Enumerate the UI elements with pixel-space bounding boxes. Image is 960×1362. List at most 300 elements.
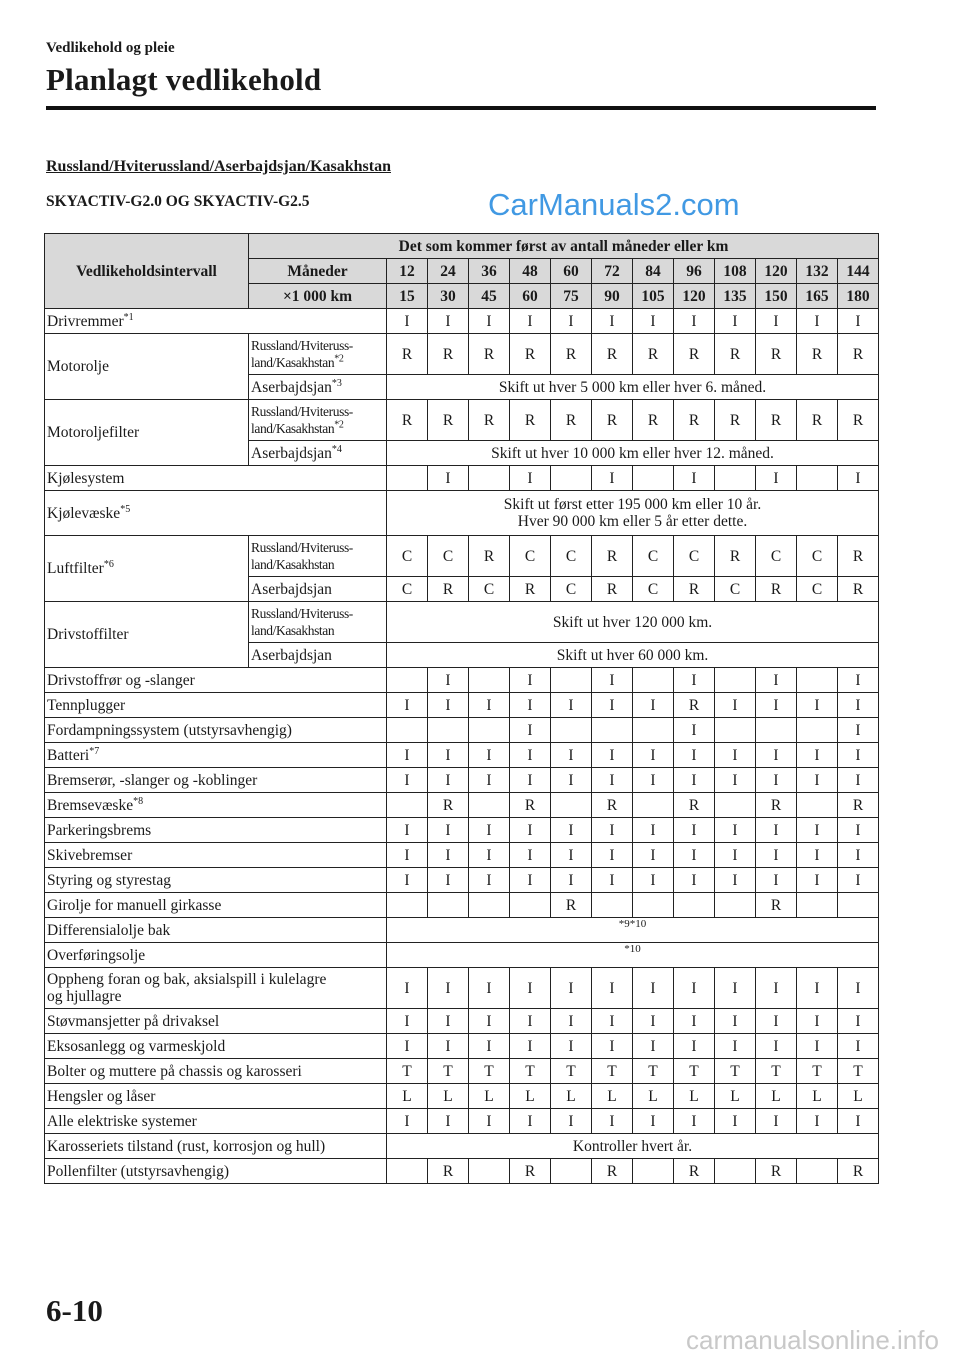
schedule-cell: I <box>387 818 428 843</box>
schedule-cell <box>715 466 756 491</box>
schedule-cell: I <box>674 466 715 491</box>
schedule-cell: L <box>674 1084 715 1109</box>
schedule-cell: L <box>797 1084 838 1109</box>
schedule-cell: T <box>592 1059 633 1084</box>
schedule-cell <box>469 793 510 818</box>
schedule-cell: I <box>428 743 469 768</box>
schedule-cell: R <box>428 400 469 441</box>
schedule-cell: I <box>428 968 469 1009</box>
schedule-cell: R <box>469 536 510 577</box>
footnote-ref: *2 <box>334 419 344 431</box>
row-label <box>45 309 387 334</box>
schedule-cell: C <box>674 536 715 577</box>
schedule-cell: I <box>510 718 551 743</box>
schedule-cell <box>633 668 674 693</box>
row-label-text: Motoroljefilter <box>47 424 140 441</box>
schedule-cell: R <box>715 536 756 577</box>
schedule-cell: I <box>592 818 633 843</box>
schedule-cell: I <box>510 309 551 334</box>
schedule-cell <box>674 893 715 918</box>
schedule-cell: R <box>838 334 879 375</box>
sub-label-line: land/Kasakhstan <box>251 355 335 370</box>
schedule-cell: L <box>592 1084 633 1109</box>
row-label <box>45 843 387 868</box>
row-label <box>45 818 387 843</box>
schedule-cell: I <box>428 818 469 843</box>
schedule-cell: I <box>797 743 838 768</box>
schedule-cell: I <box>756 868 797 893</box>
schedule-cell: L <box>715 1084 756 1109</box>
table-row <box>45 491 879 536</box>
schedule-cell: I <box>674 743 715 768</box>
schedule-cell: I <box>428 768 469 793</box>
month-cell: 72 <box>592 259 633 284</box>
schedule-cell: I <box>551 968 592 1009</box>
schedule-cell: I <box>551 309 592 334</box>
row-label <box>45 1034 387 1059</box>
schedule-cell: R <box>551 334 592 375</box>
schedule-cell: I <box>674 718 715 743</box>
schedule-cell: I <box>551 1034 592 1059</box>
schedule-cell: I <box>428 668 469 693</box>
schedule-cell: I <box>797 768 838 793</box>
schedule-cell: I <box>797 1034 838 1059</box>
table-row <box>45 868 879 893</box>
row-label-text: Kjølesystem <box>47 469 125 487</box>
schedule-cell <box>592 893 633 918</box>
schedule-cell: I <box>838 968 879 1009</box>
engine-heading: SKYACTIV-G2.0 OG SKYACTIV-G2.5 <box>46 193 310 210</box>
maintenance-schedule-table <box>44 233 879 1184</box>
schedule-cell: I <box>715 968 756 1009</box>
row-label <box>45 1084 387 1109</box>
schedule-cell: T <box>387 1059 428 1084</box>
km-cell: 180 <box>838 284 879 309</box>
schedule-cell: I <box>756 693 797 718</box>
schedule-cell: I <box>592 968 633 1009</box>
schedule-cell: R <box>797 400 838 441</box>
footnote-cell <box>387 918 879 943</box>
schedule-text: Skift ut hver 120 000 km. <box>387 602 879 643</box>
schedule-cell: R <box>633 334 674 375</box>
schedule-cell: I <box>592 693 633 718</box>
sub-label <box>249 602 387 643</box>
schedule-cell: I <box>797 309 838 334</box>
row-label-text: Bremserør, -slanger og -koblinger <box>47 771 258 789</box>
schedule-cell: C <box>387 577 428 602</box>
km-cell: 15 <box>387 284 428 309</box>
row-label <box>45 718 387 743</box>
schedule-cell: I <box>551 818 592 843</box>
schedule-cell: L <box>469 1084 510 1109</box>
row-label <box>45 602 249 668</box>
schedule-cell: C <box>797 577 838 602</box>
section-header: Vedlikehold og pleie <box>46 40 175 56</box>
schedule-cell <box>715 793 756 818</box>
title-rule <box>46 106 876 110</box>
row-label <box>45 1109 387 1134</box>
schedule-cell: I <box>674 1109 715 1134</box>
schedule-cell <box>428 893 469 918</box>
schedule-cell: I <box>551 1009 592 1034</box>
schedule-cell: I <box>797 693 838 718</box>
schedule-cell <box>633 793 674 818</box>
km-cell: 75 <box>551 284 592 309</box>
schedule-cell: I <box>469 843 510 868</box>
schedule-cell: I <box>715 1109 756 1134</box>
row-label-text: Parkeringsbrems <box>47 821 152 839</box>
schedule-cell: I <box>838 768 879 793</box>
schedule-cell: R <box>715 334 756 375</box>
row-label-line: og hjullagre <box>47 988 122 1005</box>
sub-label <box>249 643 387 668</box>
month-cell: 24 <box>428 259 469 284</box>
schedule-cell <box>551 718 592 743</box>
schedule-cell: I <box>510 868 551 893</box>
km-cell: 165 <box>797 284 838 309</box>
schedule-cell: I <box>838 309 879 334</box>
schedule-cell: R <box>428 334 469 375</box>
km-cell: 90 <box>592 284 633 309</box>
schedule-cell <box>387 1159 428 1184</box>
sub-label-line: land/Kasakhstan <box>251 623 335 638</box>
schedule-cell: I <box>633 1034 674 1059</box>
km-cell: 150 <box>756 284 797 309</box>
schedule-cell: T <box>428 1059 469 1084</box>
schedule-cell: T <box>838 1059 879 1084</box>
schedule-cell: I <box>387 843 428 868</box>
sub-label-line: Russland/Hviteruss- <box>251 540 353 555</box>
schedule-cell: I <box>756 309 797 334</box>
row-label-text: Bremsevæske <box>47 796 134 814</box>
km-cell: 120 <box>674 284 715 309</box>
km-cell: 135 <box>715 284 756 309</box>
row-label-text: Luftfilter <box>47 560 104 577</box>
schedule-cell: I <box>797 843 838 868</box>
schedule-cell: I <box>838 818 879 843</box>
schedule-text-line: Skift ut først etter 195 000 km eller 10 år. <box>503 496 762 513</box>
schedule-cell: I <box>469 1034 510 1059</box>
schedule-cell: I <box>797 818 838 843</box>
sub-label-text: Aserbajdsjan <box>251 378 332 396</box>
row-label <box>45 536 249 602</box>
table-row <box>45 668 879 693</box>
row-label-text: Skivebremser <box>47 846 133 864</box>
schedule-cell: R <box>756 577 797 602</box>
table-row <box>45 943 879 968</box>
schedule-cell: R <box>387 400 428 441</box>
month-cell: 96 <box>674 259 715 284</box>
table-row <box>45 309 879 334</box>
schedule-text-line: Hver 90 000 km eller 5 år etter dette. <box>517 513 748 530</box>
schedule-cell: R <box>428 793 469 818</box>
schedule-cell: I <box>592 1009 633 1034</box>
row-label <box>45 1159 387 1184</box>
schedule-cell: I <box>592 843 633 868</box>
row-label <box>45 334 249 400</box>
schedule-cell: R <box>674 1159 715 1184</box>
schedule-cell: C <box>797 536 838 577</box>
footnote-ref: *6 <box>103 558 114 570</box>
schedule-cell: I <box>797 1109 838 1134</box>
schedule-cell: R <box>838 577 879 602</box>
schedule-cell: L <box>387 1084 428 1109</box>
row-label <box>45 466 387 491</box>
schedule-cell <box>387 668 428 693</box>
row-label <box>45 918 387 943</box>
schedule-cell: I <box>797 868 838 893</box>
schedule-cell: I <box>551 768 592 793</box>
schedule-cell: R <box>674 400 715 441</box>
schedule-cell: R <box>592 334 633 375</box>
schedule-cell: I <box>674 818 715 843</box>
schedule-cell: I <box>715 868 756 893</box>
schedule-cell: R <box>510 1159 551 1184</box>
schedule-cell: I <box>387 1034 428 1059</box>
schedule-cell: I <box>838 718 879 743</box>
schedule-cell: I <box>633 1109 674 1134</box>
schedule-cell <box>715 718 756 743</box>
schedule-cell: R <box>756 1159 797 1184</box>
schedule-cell <box>387 466 428 491</box>
schedule-cell: I <box>797 1009 838 1034</box>
schedule-cell: L <box>428 1084 469 1109</box>
table-row <box>45 1159 879 1184</box>
schedule-cell: I <box>838 1034 879 1059</box>
footnote-ref: *2 <box>334 353 344 365</box>
footnote-ref: *5 <box>120 503 131 515</box>
schedule-cell: I <box>756 466 797 491</box>
month-cell: 108 <box>715 259 756 284</box>
schedule-cell: I <box>551 868 592 893</box>
schedule-cell <box>592 718 633 743</box>
table-row <box>45 1109 879 1134</box>
schedule-cell: I <box>510 818 551 843</box>
schedule-cell: I <box>715 818 756 843</box>
schedule-cell: C <box>633 536 674 577</box>
schedule-cell: C <box>633 577 674 602</box>
schedule-cell: I <box>592 668 633 693</box>
row-label <box>45 943 387 968</box>
table-row <box>45 968 879 1009</box>
schedule-cell <box>715 893 756 918</box>
schedule-cell: T <box>510 1059 551 1084</box>
table-row <box>45 893 879 918</box>
schedule-cell: I <box>510 668 551 693</box>
footnote-ref: *4 <box>331 443 342 455</box>
schedule-cell: I <box>715 743 756 768</box>
sub-label-text: Aserbajdsjan <box>251 580 332 598</box>
schedule-cell: I <box>592 743 633 768</box>
schedule-text: Skift ut hver 10 000 km eller hver 12. måned. <box>387 441 879 466</box>
row-label <box>45 668 387 693</box>
schedule-cell <box>633 893 674 918</box>
schedule-cell: I <box>756 743 797 768</box>
schedule-cell: I <box>428 1034 469 1059</box>
footnote-cell <box>387 943 879 968</box>
table-row <box>45 602 879 643</box>
km-cell: 60 <box>510 284 551 309</box>
schedule-cell <box>551 668 592 693</box>
schedule-cell: I <box>633 743 674 768</box>
schedule-cell <box>387 718 428 743</box>
table-row <box>45 466 879 491</box>
month-cell: 144 <box>838 259 879 284</box>
schedule-cell: R <box>838 536 879 577</box>
row-label <box>45 793 387 818</box>
table-row <box>45 918 879 943</box>
row-label-text: Hengsler og låser <box>47 1087 156 1105</box>
km-cell: 45 <box>469 284 510 309</box>
schedule-cell <box>797 718 838 743</box>
schedule-cell: C <box>428 536 469 577</box>
schedule-cell: R <box>674 793 715 818</box>
row-label-text: Differensialolje bak <box>47 921 171 939</box>
sub-label-text: Aserbajdsjan <box>251 646 332 664</box>
schedule-cell: I <box>469 1009 510 1034</box>
table-row <box>45 1059 879 1084</box>
month-cell: 12 <box>387 259 428 284</box>
schedule-cell: I <box>838 1009 879 1034</box>
schedule-cell: I <box>510 693 551 718</box>
footnote-ref: *10 <box>624 942 641 955</box>
schedule-cell: I <box>633 309 674 334</box>
schedule-cell: C <box>756 536 797 577</box>
table-row <box>45 768 879 793</box>
schedule-cell <box>387 893 428 918</box>
sub-label-line: Russland/Hviteruss- <box>251 338 353 353</box>
month-cell: 36 <box>469 259 510 284</box>
schedule-cell <box>633 1159 674 1184</box>
row-label-text: Karosseriets tilstand (rust, korrosjon og hull) <box>47 1137 326 1155</box>
sub-label-line: Russland/Hviteruss- <box>251 606 353 621</box>
schedule-cell: I <box>510 843 551 868</box>
sub-label <box>249 536 387 577</box>
region-heading: Russland/Hviterussland/Aserbajdsjan/Kasakhstan <box>46 158 391 175</box>
schedule-cell: T <box>633 1059 674 1084</box>
row-label <box>45 893 387 918</box>
sub-label-text: Aserbajdsjan <box>251 444 332 462</box>
row-label-text: Støvmansjetter på drivaksel <box>47 1012 220 1030</box>
schedule-cell <box>469 668 510 693</box>
row-label-text: Styring og styrestag <box>47 871 171 889</box>
table-row <box>45 1084 879 1109</box>
schedule-cell <box>797 466 838 491</box>
schedule-cell: I <box>469 693 510 718</box>
schedule-cell: I <box>428 843 469 868</box>
row-label <box>45 1134 387 1159</box>
schedule-cell: I <box>551 743 592 768</box>
km-cell: 30 <box>428 284 469 309</box>
row-label <box>45 491 387 536</box>
schedule-cell: R <box>592 577 633 602</box>
schedule-cell: C <box>551 536 592 577</box>
km-cell: 105 <box>633 284 674 309</box>
schedule-cell: I <box>387 309 428 334</box>
schedule-cell: I <box>387 1109 428 1134</box>
schedule-cell: C <box>551 577 592 602</box>
table-row <box>45 400 879 441</box>
schedule-cell: R <box>469 334 510 375</box>
schedule-cell: I <box>510 1009 551 1034</box>
schedule-cell <box>797 668 838 693</box>
table-row <box>45 693 879 718</box>
row-label <box>45 743 387 768</box>
schedule-cell: R <box>674 577 715 602</box>
schedule-cell <box>838 893 879 918</box>
schedule-cell: I <box>715 1009 756 1034</box>
row-label-text: Motorolje <box>47 358 109 375</box>
schedule-cell: I <box>551 1109 592 1134</box>
schedule-cell: R <box>756 400 797 441</box>
schedule-cell: R <box>715 400 756 441</box>
schedule-cell: I <box>838 693 879 718</box>
schedule-cell: R <box>592 1159 633 1184</box>
schedule-cell: I <box>510 1109 551 1134</box>
schedule-cell: R <box>510 577 551 602</box>
schedule-cell: I <box>551 693 592 718</box>
schedule-cell: I <box>674 668 715 693</box>
schedule-cell <box>551 1159 592 1184</box>
schedule-cell <box>633 718 674 743</box>
row-label-text: Pollenfilter (utstyrsavhengig) <box>47 1162 230 1180</box>
schedule-cell: C <box>510 536 551 577</box>
schedule-cell: R <box>756 893 797 918</box>
schedule-cell: R <box>551 893 592 918</box>
schedule-cell: I <box>838 843 879 868</box>
schedule-cell: R <box>674 693 715 718</box>
schedule-cell: I <box>387 693 428 718</box>
schedule-cell <box>469 718 510 743</box>
schedule-cell: L <box>756 1084 797 1109</box>
schedule-cell: I <box>469 309 510 334</box>
schedule-cell: I <box>428 466 469 491</box>
schedule-cell <box>510 893 551 918</box>
schedule-cell: T <box>756 1059 797 1084</box>
schedule-cell: I <box>633 1009 674 1034</box>
schedule-cell: I <box>674 1034 715 1059</box>
row-label-text: Tennplugger <box>47 696 126 714</box>
schedule-cell: R <box>674 334 715 375</box>
schedule-cell: I <box>756 818 797 843</box>
watermark-logo: CarManuals2.com <box>488 187 740 222</box>
schedule-cell: I <box>387 868 428 893</box>
table-row <box>45 1134 879 1159</box>
schedule-cell: I <box>715 843 756 868</box>
schedule-cell <box>469 466 510 491</box>
schedule-cell: I <box>510 968 551 1009</box>
row-label-text: Drivremmer <box>47 312 124 330</box>
schedule-cell: R <box>428 1159 469 1184</box>
schedule-cell: T <box>551 1059 592 1084</box>
table-row <box>45 536 879 577</box>
schedule-cell: I <box>633 768 674 793</box>
schedule-cell: I <box>592 768 633 793</box>
schedule-cell: I <box>838 466 879 491</box>
schedule-text: Kontroller hvert år. <box>387 1134 879 1159</box>
schedule-cell: I <box>592 1109 633 1134</box>
schedule-cell: I <box>592 309 633 334</box>
schedule-cell: I <box>756 1109 797 1134</box>
footer-site: carmanualsonline.info <box>686 1325 939 1355</box>
schedule-cell: I <box>633 843 674 868</box>
schedule-cell: I <box>469 768 510 793</box>
table-row <box>45 843 879 868</box>
row-label-line: Oppheng foran og bak, aksialspill i kulelagre <box>47 971 327 988</box>
row-label-text: Fordampningssystem (utstyrsavhengig) <box>47 721 292 739</box>
month-cell: 84 <box>633 259 674 284</box>
schedule-cell: R <box>756 334 797 375</box>
